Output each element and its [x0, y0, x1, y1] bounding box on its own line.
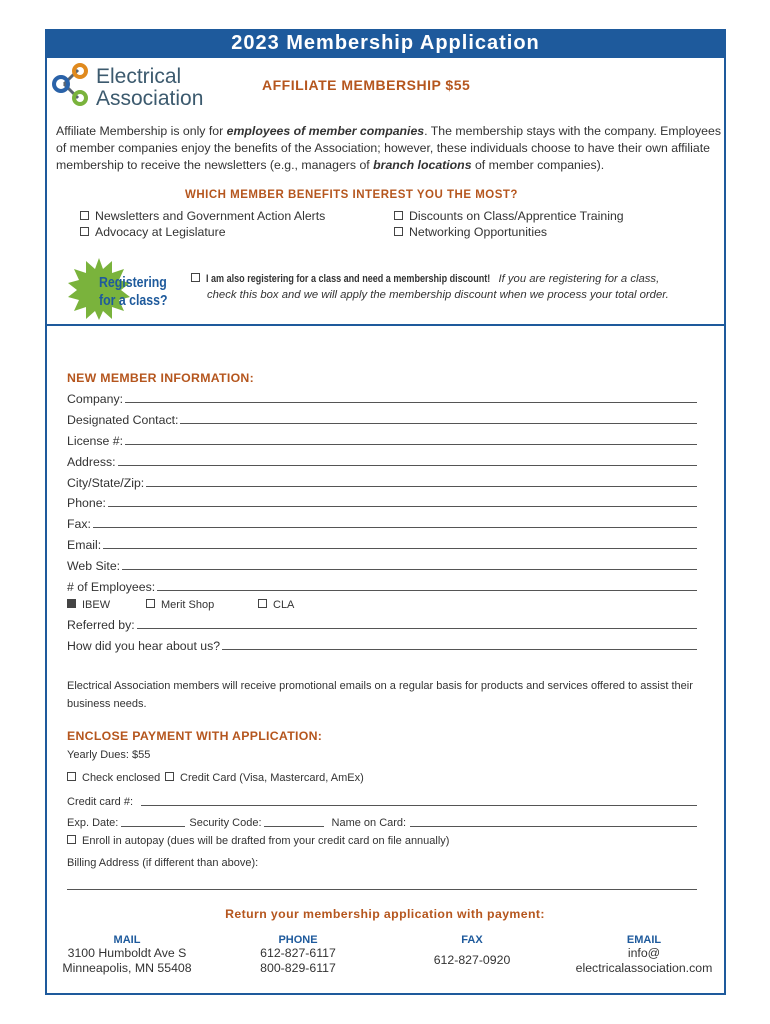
- name-on-card-input[interactable]: [410, 826, 697, 827]
- benefit-label: Newsletters and Government Action Alerts: [95, 209, 326, 223]
- checkbox-icon[interactable]: [80, 227, 89, 236]
- referred-by-field[interactable]: [67, 616, 697, 632]
- logo: [50, 62, 220, 112]
- benefit-label: Networking Opportunities: [409, 225, 548, 239]
- contact-title: PHONE: [278, 934, 318, 946]
- intro-paragraph: [56, 123, 726, 174]
- card-details-row: [67, 815, 697, 829]
- field-label: Fax:: [67, 517, 91, 531]
- affiliation-label: CLA: [273, 599, 295, 611]
- field-label: Credit card #:: [67, 796, 134, 808]
- contact-value: 612-827-6117: [260, 946, 336, 960]
- logo-text-line1: Electrical: [96, 65, 182, 88]
- input-line[interactable]: [157, 590, 697, 591]
- benefit-option-advocacy[interactable]: [80, 225, 226, 239]
- member-info-heading: NEW MEMBER INFORMATION:: [67, 371, 255, 385]
- input-line[interactable]: [180, 423, 697, 424]
- logo-text-line2: Association: [96, 87, 204, 110]
- return-heading: Return your membership application with payment:: [225, 907, 545, 921]
- field-label: Phone:: [67, 496, 106, 510]
- affiliation-option-merit-shop[interactable]: [146, 599, 214, 611]
- contact-value: Minneapolis, MN 55408: [62, 961, 192, 975]
- field-label: Address:: [67, 455, 116, 469]
- registering-badge: [68, 258, 188, 318]
- contact-mail: [47, 934, 207, 976]
- input-line[interactable]: [103, 548, 697, 549]
- checkbox-icon[interactable]: [191, 273, 200, 282]
- class-registration-option[interactable]: [191, 273, 659, 285]
- payment-heading: ENCLOSE PAYMENT WITH APPLICATION:: [67, 729, 323, 743]
- input-line[interactable]: [118, 465, 697, 466]
- contact-title: MAIL: [113, 934, 141, 946]
- fax-field[interactable]: [67, 515, 697, 531]
- input-line[interactable]: [93, 527, 697, 528]
- autopay-label: Enroll in autopay (dues will be drafted from your credit card on file annually): [82, 835, 450, 847]
- designated-contact-field[interactable]: [67, 411, 697, 427]
- benefits-heading: WHICH MEMBER BENEFITS INTEREST YOU THE MOST?: [185, 189, 518, 201]
- benefit-label: Advocacy at Legislature: [95, 225, 226, 239]
- how-heard-field[interactable]: [67, 637, 697, 653]
- benefit-option-newsletters[interactable]: [80, 209, 325, 223]
- class-registration-bold: I am also registering for a class and need a membership discount!: [206, 273, 491, 285]
- affiliation-option-cla[interactable]: [258, 599, 294, 611]
- benefit-option-discounts[interactable]: [394, 209, 624, 223]
- contact-value: electricalassociation.com: [575, 961, 713, 975]
- promo-note: Electrical Association members will receive promotional emails on a regular basis for products and services offered to assist their business needs.: [67, 680, 693, 710]
- exp-date-input[interactable]: [121, 826, 185, 827]
- input-line[interactable]: [125, 402, 697, 403]
- contact-title: EMAIL: [626, 934, 662, 946]
- intro-text-3: of member companies).: [471, 158, 605, 172]
- field-label: # of Employees:: [67, 580, 156, 594]
- name-on-card-label: Name on Card:: [331, 817, 407, 829]
- input-line[interactable]: [222, 649, 697, 650]
- field-label: How did you hear about us?: [67, 639, 221, 653]
- contact-email: [568, 934, 720, 976]
- yearly-dues: Yearly Dues: $55: [67, 749, 151, 761]
- checkbox-icon[interactable]: [67, 772, 76, 781]
- logo-icon: [50, 62, 92, 108]
- checkbox-icon[interactable]: [394, 211, 403, 220]
- payment-option-label: Credit Card (Visa, Mastercard, AmEx): [180, 772, 364, 784]
- field-label: Company:: [67, 392, 124, 406]
- input-line[interactable]: [141, 805, 697, 806]
- checkbox-icon[interactable]: [67, 835, 76, 844]
- input-line[interactable]: [125, 444, 697, 445]
- city-state-zip-field[interactable]: [67, 474, 697, 490]
- field-label: City/State/Zip:: [67, 476, 145, 490]
- field-label: Web Site:: [67, 559, 121, 573]
- license-field[interactable]: [67, 432, 697, 448]
- security-code-label: Security Code:: [189, 817, 262, 829]
- contact-title: FAX: [461, 934, 483, 946]
- billing-address-label: Billing Address (if different than above):: [67, 857, 259, 869]
- class-registration-text-1: If you are registering for a class,: [495, 273, 660, 285]
- payment-option-check[interactable]: [67, 772, 160, 784]
- checkbox-icon[interactable]: [67, 599, 76, 608]
- checkbox-icon[interactable]: [165, 772, 174, 781]
- affiliation-label: Merit Shop: [161, 599, 215, 611]
- contact-value: info@: [627, 946, 661, 960]
- checkbox-icon[interactable]: [146, 599, 155, 608]
- field-label: Designated Contact:: [67, 413, 179, 427]
- field-label: Email:: [67, 538, 102, 552]
- contact-value: 3100 Humboldt Ave S: [67, 946, 187, 960]
- company-field[interactable]: [67, 390, 697, 406]
- payment-option-credit-card[interactable]: [165, 772, 364, 784]
- input-line[interactable]: [108, 506, 697, 507]
- affiliation-label: IBEW: [82, 599, 111, 611]
- benefit-label: Discounts on Class/Apprentice Training: [409, 209, 624, 223]
- class-registration-text-2: check this box and we will apply the membership discount when we process your total order.: [207, 289, 669, 301]
- badge-text-line1: Registering: [99, 275, 167, 291]
- checkbox-icon[interactable]: [394, 227, 403, 236]
- benefit-option-networking[interactable]: [394, 225, 547, 239]
- badge-text-line2: for a class?: [99, 293, 168, 309]
- intro-text-2: . The membership stays with the company. Employees of member companies enjoy the benefits of the Association; however, these individuals choose to have their own affiliate membership to receive the newsletters (e.g., managers of: [56, 124, 722, 172]
- autopay-option[interactable]: [67, 835, 449, 847]
- employees-field[interactable]: [67, 578, 697, 594]
- intro-emphasis-2: branch locations: [373, 158, 472, 172]
- address-field[interactable]: [67, 453, 697, 469]
- security-code-input[interactable]: [264, 826, 324, 827]
- contact-value: 612-827-0920: [433, 953, 511, 967]
- contact-phone: [228, 934, 368, 976]
- intro-emphasis-1: employees of member companies: [226, 124, 425, 138]
- membership-type: AFFILIATE MEMBERSHIP $55: [262, 77, 471, 93]
- contact-fax: [402, 934, 542, 968]
- field-label: License #:: [67, 434, 124, 448]
- email-field[interactable]: [67, 536, 697, 552]
- affiliation-option-ibew[interactable]: [67, 599, 110, 611]
- contact-value: 800-829-6117: [260, 961, 336, 975]
- input-line[interactable]: [146, 486, 697, 487]
- checkbox-icon[interactable]: [80, 211, 89, 220]
- exp-date-label: Exp. Date:: [67, 817, 119, 829]
- input-line[interactable]: [122, 569, 697, 570]
- website-field[interactable]: [67, 557, 697, 573]
- field-label: Referred by:: [67, 618, 135, 632]
- payment-option-label: Check enclosed: [82, 772, 161, 784]
- page-title: 2023 Membership Application: [45, 29, 726, 58]
- checkbox-icon[interactable]: [258, 599, 267, 608]
- intro-text-1: Affiliate Membership is only for: [56, 124, 227, 138]
- section-divider: [45, 324, 726, 326]
- input-line[interactable]: [137, 628, 697, 629]
- billing-address-input[interactable]: [67, 889, 697, 890]
- phone-field[interactable]: [67, 494, 697, 510]
- credit-card-number-field[interactable]: [67, 794, 697, 808]
